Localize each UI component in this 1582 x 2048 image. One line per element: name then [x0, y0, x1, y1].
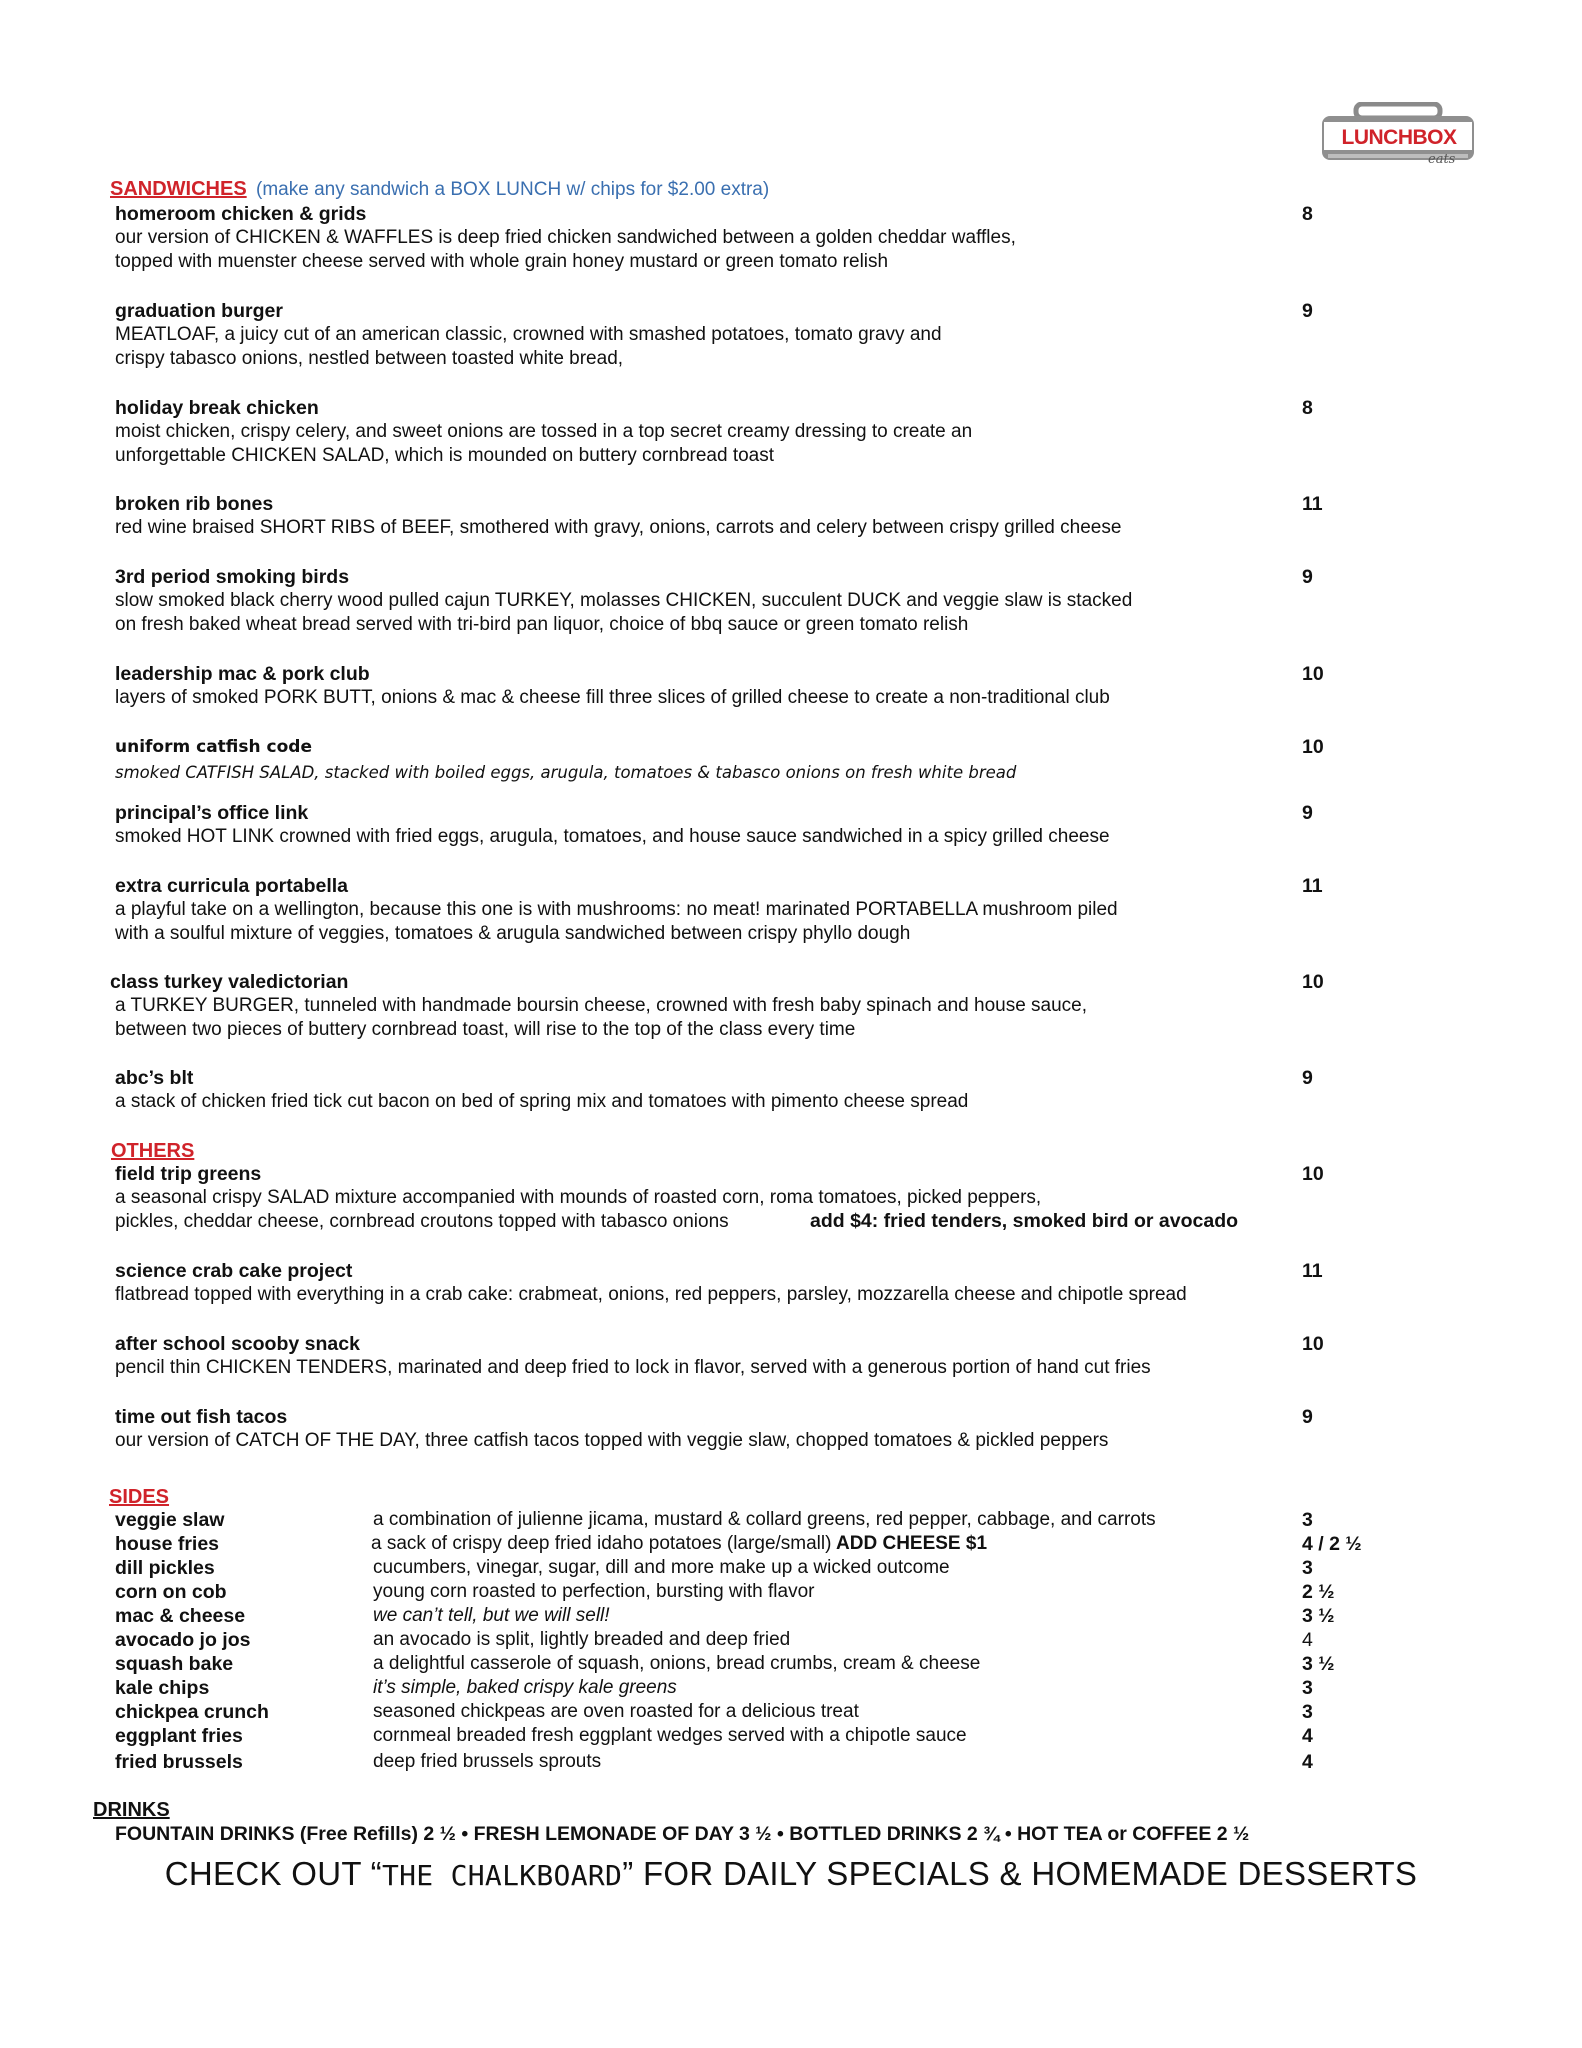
logo-brand-text: LUNCHBOX — [1341, 126, 1457, 149]
menu-item-description: flatbread topped with everything in a crab cake: crabmeat, onions, red peppers, parsley, mozzarella cheese and chipotle spread — [115, 1284, 1187, 1305]
side-item-description: an avocado is split, lightly breaded and deep fried — [373, 1629, 791, 1650]
chalkboard-footer — [0, 1855, 1582, 1893]
side-item-price: 4 / 2 ½ — [1302, 1533, 1362, 1555]
menu-item-name: principal’s office link — [115, 802, 309, 824]
side-item-description-text: a sack of crispy deep fried idaho potatoes (large/small) — [371, 1533, 832, 1554]
logo-tagline: eats — [1428, 152, 1456, 167]
menu-item-price: 10 — [1302, 971, 1324, 993]
menu-item-name: after school scooby snack — [115, 1333, 360, 1355]
footer-text-start: CHECK OUT “ — [164, 1855, 382, 1892]
menu-item-price: 9 — [1302, 1406, 1313, 1428]
menu-item-price: 10 — [1302, 736, 1324, 758]
side-item-price: 3 — [1302, 1557, 1313, 1579]
menu-item-description: our version of CATCH OF THE DAY, three catfish tacos topped with veggie slaw, chopped tomatoes & pickled peppers — [115, 1430, 1109, 1451]
side-item-description: we can’t tell, but we will sell! — [373, 1605, 610, 1626]
salad-addon-note: add $4: fried tenders, smoked bird or avocado — [810, 1210, 1239, 1232]
menu-item-description: pencil thin CHICKEN TENDERS, marinated and deep fried to lock in flavor, served with a generous portion of hand cut fries — [115, 1357, 1151, 1378]
side-item-price: 3 — [1302, 1701, 1313, 1723]
menu-item-price: 9 — [1302, 1067, 1313, 1089]
side-item-description: it’s simple, baked crispy kale greens — [373, 1677, 677, 1698]
menu-item-description: slow smoked black cherry wood pulled cajun TURKEY, molasses CHICKEN, succulent DUCK and veggie slaw is stacked on fresh baked wheat bread served with tri-bird pan liquor, choice of bbq sauce or green tomato relish — [115, 590, 1133, 635]
drinks-heading: DRINKS — [93, 1799, 170, 1821]
menu-item-price: 11 — [1302, 1260, 1323, 1282]
menu-item-price: 8 — [1302, 397, 1313, 419]
drinks-price-line: FOUNTAIN DRINKS (Free Refills) 2 ½ • FRESH LEMONADE OF DAY 3 ½ • BOTTLED DRINKS 2 ¾ • HOT TEA or COFFEE 2 ½ — [115, 1823, 1250, 1845]
footer-text-end: ” FOR DAILY SPECIALS & HOMEMADE DESSERTS — [622, 1855, 1418, 1892]
others-heading: OTHERS — [111, 1140, 195, 1162]
menu-item-name: holiday break chicken — [115, 397, 319, 419]
side-item-name: dill pickles — [115, 1557, 215, 1579]
menu-item-description: our version of CHICKEN & WAFFLES is deep fried chicken sandwiched between a golden cheddar waffles, topped with muenster cheese served with whole grain honey mustard or green tomato relish — [115, 227, 1016, 272]
menu-item-description: smoked HOT LINK crowned with fried eggs, arugula, tomatoes, and house sauce sandwiched in a spicy grilled cheese — [115, 826, 1110, 847]
side-item-row — [115, 1533, 1435, 1557]
menu-item-price: 10 — [1302, 1163, 1324, 1185]
menu-item-name: science crab cake project — [115, 1260, 353, 1282]
side-item-description: cornmeal breaded fresh eggplant wedges served with a chipotle sauce — [373, 1725, 967, 1746]
menu-item-price: 9 — [1302, 566, 1313, 588]
side-item-row — [115, 1653, 1435, 1677]
menu-item-name: graduation burger — [115, 300, 283, 322]
sandwiches-heading-text: SANDWICHES — [110, 178, 247, 200]
side-item-price: 4 — [1302, 1725, 1313, 1747]
side-item-description: cucumbers, vinegar, sugar, dill and more make up a wicked outcome — [373, 1557, 950, 1578]
menu-item-price: 10 — [1302, 663, 1324, 685]
menu-item-name: leadership mac & pork club — [115, 663, 370, 685]
side-item-row — [115, 1677, 1435, 1701]
sandwiches-heading — [110, 178, 247, 201]
menu-item-description: moist chicken, crispy celery, and sweet onions are tossed in a top secret creamy dressing to create an unforgettable CHICKEN SALAD, which is mounded on buttery cornbread toast — [115, 421, 973, 466]
menu-item-name: abc’s blt — [115, 1067, 194, 1089]
side-item-row — [115, 1701, 1435, 1725]
side-item-name: kale chips — [115, 1677, 210, 1699]
side-item-description: deep fried brussels sprouts — [373, 1751, 602, 1772]
menu-item-name: class turkey valedictorian — [110, 971, 349, 993]
side-item-description: a delightful casserole of squash, onions, bread crumbs, cream & cheese — [373, 1653, 981, 1674]
side-item-name: eggplant fries — [115, 1725, 243, 1747]
box-lunch-note: (make any sandwich a BOX LUNCH w/ chips for $2.00 extra) — [256, 179, 770, 200]
side-item-price: 3 ½ — [1302, 1653, 1335, 1675]
sides-heading: SIDES — [109, 1486, 170, 1508]
side-item-row — [115, 1629, 1435, 1653]
side-item-price: 2 ½ — [1302, 1581, 1335, 1603]
side-item-name: squash bake — [115, 1653, 234, 1675]
side-item-price: 3 — [1302, 1509, 1313, 1531]
side-item-price: 4 — [1302, 1629, 1313, 1651]
menu-item-price: 9 — [1302, 802, 1313, 824]
side-item-row — [115, 1581, 1435, 1605]
side-item-description — [371, 1533, 987, 1555]
menu-item-description: smoked CATFISH SALAD, stacked with boiled eggs, arugula, tomatoes & tabasco onions on fresh white bread — [115, 763, 1017, 782]
menu-item-name: extra curricula portabella — [115, 875, 349, 897]
side-item-row — [115, 1751, 1435, 1775]
menu-item-price: 10 — [1302, 1333, 1324, 1355]
menu-item-price: 11 — [1302, 875, 1323, 897]
menu-item-description: a seasonal crispy SALAD mixture accompanied with mounds of roasted corn, roma tomatoes, picked peppers, pickles, cheddar cheese, cornbread croutons topped with tabasco onions — [115, 1187, 1042, 1232]
side-item-price: 3 — [1302, 1677, 1313, 1699]
side-item-row — [115, 1725, 1435, 1749]
side-item-description: young corn roasted to perfection, bursting with flavor — [373, 1581, 815, 1602]
side-item-name: fried brussels — [115, 1751, 243, 1773]
menu-item-name: time out fish tacos — [115, 1406, 288, 1428]
side-item-description: a combination of julienne jicama, mustard & collard greens, red pepper, cabbage, and carrots — [373, 1509, 1156, 1530]
menu-item-name: broken rib bones — [115, 493, 274, 515]
side-item-name: chickpea crunch — [115, 1701, 269, 1723]
menu-item-description: a stack of chicken fried tick cut bacon on bed of spring mix and tomatoes with pimento cheese spread — [115, 1091, 969, 1112]
side-item-name: avocado jo jos — [115, 1629, 251, 1651]
menu-item-price: 9 — [1302, 300, 1313, 322]
side-item-row — [115, 1557, 1435, 1581]
side-item-name: veggie slaw — [115, 1509, 225, 1531]
side-item-price: 3 ½ — [1302, 1605, 1335, 1627]
menu-item-description: a playful take on a wellington, because this one is with mushrooms: no meat! marinated PORTABELLA mushroom piled with a soulful mixture of veggies, tomatoes & arugula sandwiched between crispy phyllo dough — [115, 899, 1118, 944]
menu-item-name: field trip greens — [115, 1163, 262, 1185]
menu-item-description: a TURKEY BURGER, tunneled with handmade boursin cheese, crowned with fresh baby spinach and house sauce, between two pieces of buttery cornbread toast, will rise to the top of the class every time — [115, 995, 1088, 1040]
side-item-name: corn on cob — [115, 1581, 227, 1603]
add-cheese-note: ADD CHEESE $1 — [831, 1533, 988, 1554]
side-item-price: 4 — [1302, 1751, 1313, 1773]
menu-item-price: 11 — [1302, 493, 1323, 515]
menu-item-name: 3rd period smoking birds — [115, 566, 350, 588]
side-item-row — [115, 1509, 1435, 1533]
menu-item-description: MEATLOAF, a juicy cut of an american classic, crowned with smashed potatoes, tomato gravy and crispy tabasco onions, nestled between toasted white bread, — [115, 324, 942, 369]
side-item-description: seasoned chickpeas are oven roasted for a delicious treat — [373, 1701, 859, 1722]
menu-item-name: homeroom chicken & grids — [115, 203, 367, 225]
menu-item-description: layers of smoked PORK BUTT, onions & mac & cheese fill three slices of grilled cheese to create a non-traditional club — [115, 687, 1110, 708]
menu-item-description: red wine braised SHORT RIBS of BEEF, smothered with gravy, onions, carrots and celery between crispy grilled cheese — [115, 517, 1122, 538]
side-item-name: house fries — [115, 1533, 220, 1555]
side-item-name: mac & cheese — [115, 1605, 246, 1627]
menu-item-name: uniform catfish code — [115, 737, 312, 757]
side-item-row — [115, 1605, 1435, 1629]
lunchbox-logo — [1318, 102, 1478, 174]
menu-item-price: 8 — [1302, 203, 1313, 225]
chalkboard-text: THE CHALKBOARD — [381, 1859, 623, 1892]
